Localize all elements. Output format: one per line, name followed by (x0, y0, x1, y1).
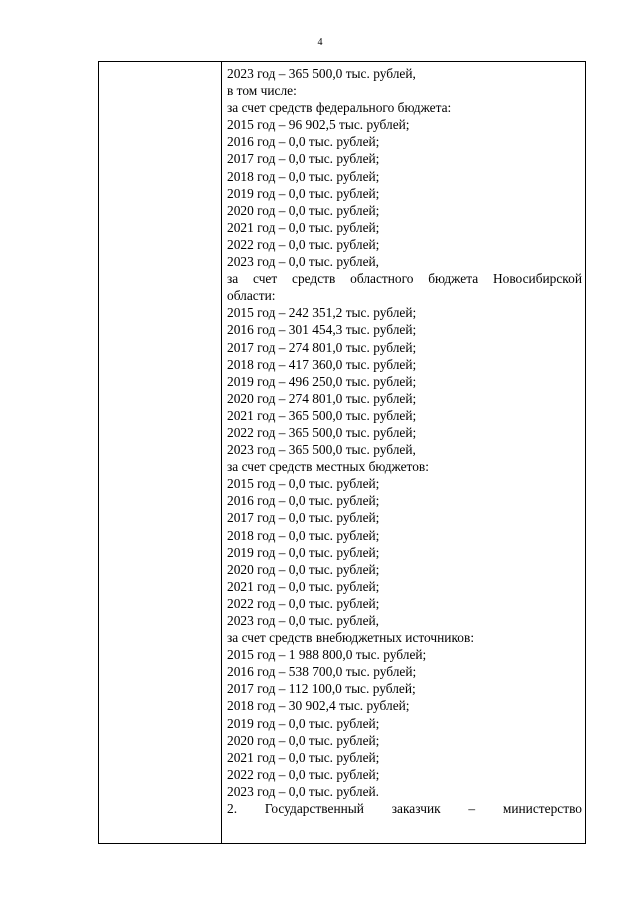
text-line: 2019 год – 496 250,0 тыс. рублей; (227, 373, 417, 389)
text-line: в том числе: (227, 83, 297, 99)
text-line: 2020 год – 0,0 тыс. рублей; (227, 202, 380, 218)
text-line: 2022 год – 0,0 тыс. рублей; (227, 595, 380, 611)
text-line: 2021 год – 0,0 тыс. рублей; (227, 578, 380, 594)
text-line: 2016 год – 0,0 тыс. рублей; (227, 134, 380, 150)
table-left-cell (99, 62, 222, 843)
text-line: 2017 год – 0,0 тыс. рублей; (227, 151, 380, 167)
text-line: 2019 год – 0,0 тыс. рублей; (227, 715, 380, 731)
text-line: 2022 год – 0,0 тыс. рублей; (227, 236, 380, 252)
text-line: за счет средств внебюджетных источников: (227, 630, 475, 646)
text-line: 2022 год – 0,0 тыс. рублей; (227, 766, 380, 782)
text-line: 2023 год – 0,0 тыс. рублей, (227, 613, 380, 628)
text-line: 2020 год – 274 801,0 тыс. рублей; (227, 390, 417, 406)
text-line: за счет средств областного бюджета Новосибирской (227, 271, 582, 287)
text-line: 2023 год – 0,0 тыс. рублей, (227, 254, 380, 270)
text-line: 2018 год – 417 360,0 тыс. рублей; (227, 356, 417, 372)
text-line: 2015 год – 242 351,2 тыс. рублей; (227, 305, 417, 321)
text-line: 2019 год – 0,0 тыс. рублей; (227, 544, 380, 560)
text-line: 2015 год – 0,0 тыс. рублей; (227, 476, 380, 492)
text-line: 2018 год – 0,0 тыс. рублей; (227, 168, 380, 184)
text-line: 2015 год – 96 902,5 тыс. рублей; (227, 117, 410, 133)
text-line: 2023 год – 0,0 тыс. рублей. (227, 783, 380, 799)
text-line: 2018 год – 0,0 тыс. рублей; (227, 527, 380, 543)
text-line: 2016 год – 538 700,0 тыс. рублей; (227, 664, 417, 680)
text-line: 2023 год – 365 500,0 тыс. рублей, (227, 442, 416, 458)
text-line: 2019 год – 0,0 тыс. рублей; (227, 185, 380, 201)
text-line: 2016 год – 301 454,3 тыс. рублей; (227, 322, 417, 338)
text-line: 2021 год – 365 500,0 тыс. рублей; (227, 407, 417, 423)
text-line: за счет средств местных бюджетов: (227, 459, 429, 475)
text-line: области: (227, 288, 276, 304)
text-line: 2020 год – 0,0 тыс. рублей; (227, 732, 380, 748)
text-line: 2020 год – 0,0 тыс. рублей; (227, 561, 380, 577)
text-line: за счет средств федерального бюджета: (227, 100, 452, 116)
text-line: 2016 год – 0,0 тыс. рублей; (227, 493, 380, 509)
page-number: 4 (317, 37, 323, 48)
text-line: 2021 год – 0,0 тыс. рублей; (227, 749, 380, 765)
funding-text (227, 65, 582, 817)
text-line: 2022 год – 365 500,0 тыс. рублей; (227, 424, 417, 440)
text-line: 2. Государственный заказчик – министерство (227, 801, 582, 817)
text-line: 2017 год – 112 100,0 тыс. рублей; (227, 681, 416, 697)
document-table (98, 61, 586, 844)
text-line: 2023 год – 365 500,0 тыс. рублей, (227, 66, 416, 81)
text-line: 2017 год – 0,0 тыс. рублей; (227, 510, 380, 526)
text-line: 2017 год – 274 801,0 тыс. рублей; (227, 339, 417, 355)
text-line: 2018 год – 30 902,4 тыс. рублей; (227, 698, 410, 714)
text-line: 2021 год – 0,0 тыс. рублей; (227, 219, 380, 235)
text-line: 2015 год – 1 988 800,0 тыс. рублей; (227, 647, 427, 663)
table-right-cell (222, 62, 585, 843)
